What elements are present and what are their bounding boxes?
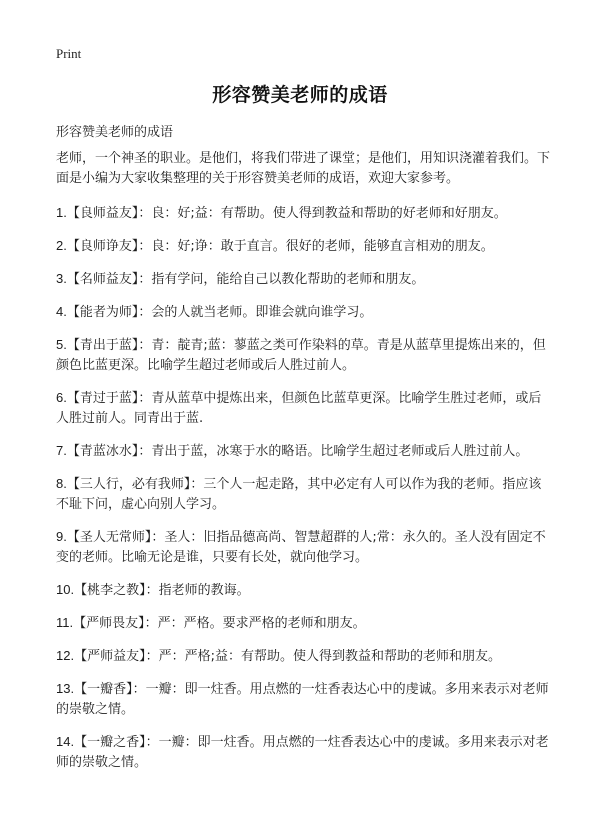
idiom-number: 6. bbox=[56, 390, 67, 405]
idiom-item bbox=[56, 527, 552, 568]
idiom-number: 14. bbox=[56, 734, 75, 749]
document-body bbox=[56, 149, 552, 785]
idiom-text: 【一瓣香】：一瓣：即一炷香。用点燃的一炷香表达心中的虔诚。多用来表示对老师的崇敬之情。 bbox=[56, 682, 549, 717]
idiom-text: 【圣人无常师】：圣人：旧指品德高尚、智慧超群的人;常：永久的。圣人没有固定不变的老师。比喻无论是谁，只要有长处，就向他学习。 bbox=[56, 530, 546, 565]
idiom-number: 11. bbox=[56, 615, 74, 630]
idiom-text: 【青蓝冰水】：青出于蓝，冰寒于水的略语。比喻学生超过老师或后人胜过前人。 bbox=[66, 444, 529, 459]
intro-paragraph: 老师，一个神圣的职业。是他们，将我们带进了课堂；是他们，用知识浇灌着我们。下面是小编为大家收集整理的关于形容赞美老师的成语，欢迎大家参考。 bbox=[56, 151, 551, 186]
idiom-text: 【桃李之教】：指老师的教诲。 bbox=[74, 583, 250, 598]
idiom-text: 【严师益友】：严：严格;益：有帮助。使人得到教益和帮助的老师和朋友。 bbox=[74, 649, 501, 664]
idiom-item bbox=[56, 302, 552, 323]
idiom-number: 7. bbox=[56, 443, 67, 458]
idiom-item bbox=[56, 613, 552, 634]
idiom-text: 【三人行，必有我师】：三个人一起走路，其中必定有人可以作为我的老师。指应该不耻下问，虚心向别人学习。 bbox=[56, 477, 542, 512]
idiom-number: 1. bbox=[56, 205, 67, 220]
idiom-item bbox=[56, 203, 552, 224]
idiom-text: 【严师畏友】：严：严格。要求严格的老师和朋友。 bbox=[73, 616, 366, 631]
idiom-item bbox=[56, 269, 552, 290]
idiom-item bbox=[56, 335, 552, 376]
idiom-item bbox=[56, 474, 552, 515]
print-link[interactable]: Print bbox=[56, 46, 82, 61]
idiom-item bbox=[56, 580, 552, 601]
page-title: 形容赞美老师的成语 bbox=[212, 84, 388, 106]
idiom-item bbox=[56, 388, 552, 429]
idiom-item bbox=[56, 732, 552, 773]
idiom-item bbox=[56, 646, 552, 667]
idiom-number: 2. bbox=[56, 238, 67, 253]
idiom-text: 【名师益友】：指有学问，能给自己以教化帮助的老师和朋友。 bbox=[66, 272, 425, 287]
idiom-text: 【能者为师】：会的人就当老师。即谁会就向谁学习。 bbox=[66, 305, 373, 320]
idiom-number: 8. bbox=[56, 476, 67, 491]
idiom-number: 12. bbox=[56, 648, 75, 663]
idiom-text: 【一瓣之香】：一瓣：即一炷香。用点燃的一炷香表达心中的虔诚。多用来表示对老师的崇敬之情。 bbox=[56, 735, 549, 770]
idiom-item bbox=[56, 679, 552, 720]
idiom-number: 9. bbox=[56, 529, 67, 544]
idiom-item bbox=[56, 236, 552, 257]
idiom-number: 3. bbox=[56, 271, 67, 286]
idiom-text: 【青过于蓝】：青从蓝草中提炼出来，但颜色比蓝草更深。比喻学生胜过老师，或后人胜过前人。同青出于蓝. bbox=[56, 391, 542, 426]
idiom-number: 10. bbox=[56, 582, 75, 597]
idiom-item bbox=[56, 441, 552, 462]
idiom-number: 4. bbox=[56, 304, 67, 319]
idiom-number: 5. bbox=[56, 337, 67, 352]
idiom-list bbox=[56, 203, 552, 773]
idiom-number: 13. bbox=[56, 681, 75, 696]
idiom-text: 【青出于蓝】：青：靛青;蓝：蓼蓝之类可作染料的草。青是从蓝草里提炼出来的，但颜色比蓝更深。比喻学生超过老师或后人胜过前人。 bbox=[56, 338, 546, 373]
document-subtitle: 形容赞美老师的成语 bbox=[56, 125, 174, 140]
idiom-text: 【良师益友】：良：好;益：有帮助。使人得到教益和帮助的好老师和好朋友。 bbox=[66, 206, 507, 221]
idiom-text: 【良师诤友】：良：好;诤：敢于直言。很好的老师，能够直言相劝的朋友。 bbox=[66, 239, 494, 254]
